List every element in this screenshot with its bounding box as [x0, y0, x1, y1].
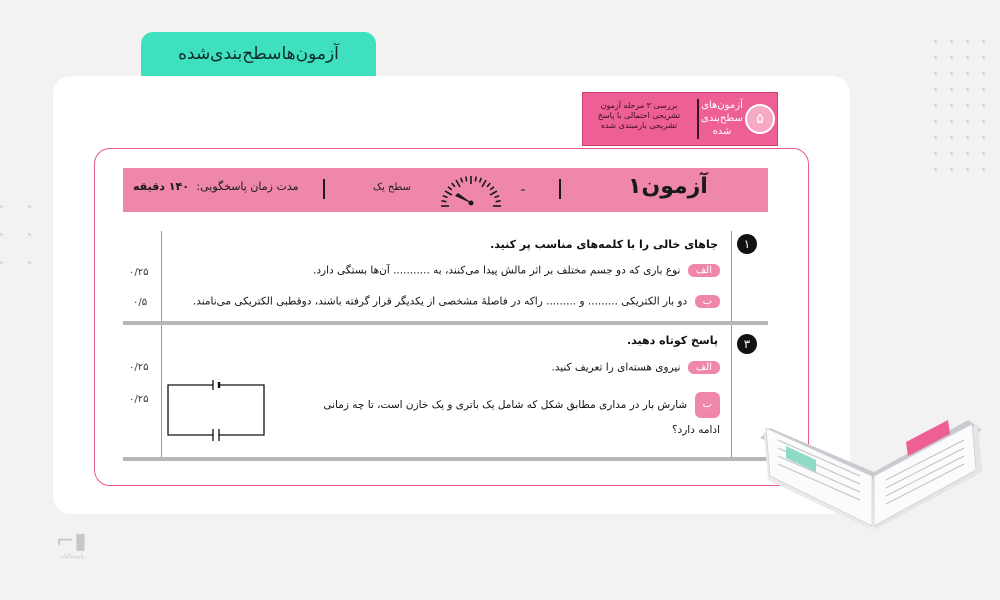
row-divider — [123, 321, 768, 325]
decor-dot — [982, 104, 985, 107]
gauge-tick — [441, 201, 446, 202]
gauge-tick — [466, 176, 467, 181]
gauge-tick — [494, 196, 499, 198]
exam-time — [133, 180, 299, 193]
question-part — [220, 361, 720, 374]
part-text: نوع باری که دو جسم مختلف بر اثر مالش پیدا می‌کنند، به ........... آن‌ها بستگی دارد. — [313, 264, 681, 277]
decor-dot — [966, 120, 969, 123]
decor-dot — [966, 40, 969, 43]
gauge-tick — [490, 187, 494, 190]
decor-dot — [950, 40, 953, 43]
decor-dot — [0, 233, 3, 236]
decor-dot — [966, 104, 969, 107]
question-part — [160, 295, 720, 308]
decor-dot — [28, 233, 31, 236]
gauge-tick — [461, 178, 463, 183]
gauge-tick — [496, 201, 501, 202]
question-number: ۱ — [737, 234, 757, 254]
score: ۰/۲۵ — [129, 394, 149, 405]
score: ۰/۲۵ — [129, 362, 149, 373]
gauge-tick — [452, 183, 455, 187]
banner-title-1: آزمون‌های — [701, 100, 743, 111]
decor-dot — [982, 72, 985, 75]
part-text: نیروی هسته‌ای را تعریف کنید. — [551, 361, 681, 374]
series-banner — [582, 92, 778, 146]
decor-dot — [950, 104, 953, 107]
row-divider — [123, 457, 768, 461]
exam-title: آزمون۱ — [628, 174, 708, 199]
decor-dot — [28, 205, 31, 208]
gauge-tick — [456, 180, 460, 187]
decor-dot — [950, 136, 953, 139]
decor-dot — [0, 205, 3, 208]
gauge-tick — [490, 191, 497, 195]
banner-divider — [697, 99, 699, 139]
decor-dot — [982, 40, 985, 43]
question-part — [160, 264, 720, 277]
decor-dot — [28, 261, 31, 264]
part-tag: ب — [695, 295, 720, 308]
gauge-tick — [480, 178, 482, 183]
decor-dot — [934, 120, 937, 123]
decor-dot — [982, 56, 985, 59]
decor-dot — [934, 72, 937, 75]
time-label: مدت زمان پاسخگویی: — [196, 180, 299, 193]
gauge-icon — [415, 168, 525, 212]
gauge-tick — [448, 187, 452, 190]
logo-name: پاینده‌کتاب — [58, 553, 84, 560]
gauge-tick — [445, 191, 452, 195]
part-tag: الف — [688, 264, 720, 277]
decor-dot — [966, 56, 969, 59]
question-number: ۳ — [737, 334, 757, 354]
banner-description — [587, 101, 691, 131]
decor-dot — [966, 152, 969, 155]
decor-dot — [982, 168, 985, 171]
number-column-divider — [731, 231, 732, 461]
decor-dot — [966, 168, 969, 171]
exam-sheet — [94, 148, 809, 486]
score: ۰/۲۵ — [129, 267, 149, 278]
gauge-tick — [475, 176, 476, 181]
decor-dot — [950, 152, 953, 155]
banner-line-3: تشریحی بارمبندی شده — [600, 121, 678, 130]
decor-dot — [966, 136, 969, 139]
decor-dot — [950, 120, 953, 123]
book-image — [756, 380, 986, 540]
decor-dot — [934, 168, 937, 171]
decor-dot — [934, 56, 937, 59]
decor-dot — [966, 88, 969, 91]
time-value: ۱۴۰ دقیقه — [133, 180, 189, 193]
exam-level: سطح یک — [373, 182, 411, 193]
decor-dot — [950, 88, 953, 91]
decor-dot — [966, 72, 969, 75]
score: ۰/۵ — [133, 297, 148, 308]
decor-dot — [950, 56, 953, 59]
part-text-continued: ادامه دارد؟ — [671, 424, 720, 436]
decor-dot — [934, 104, 937, 107]
banner-line-1: بررسی ۳ مرحله آزمون — [600, 101, 678, 110]
decor-dot — [982, 88, 985, 91]
decor-dot — [950, 72, 953, 75]
question-part — [280, 392, 720, 442]
part-tag: الف — [688, 361, 720, 374]
part-text: دو بار الکتریکی ......... و ......... راکه در فاصلهٔ مشخصی از یکدیگر قرار گرفته باشند، دوقطبی الکتریکی می‌نامند. — [192, 295, 688, 308]
header-separator — [559, 179, 561, 199]
decor-dot — [934, 40, 937, 43]
decor-dot — [950, 168, 953, 171]
decor-dot — [982, 120, 985, 123]
publisher-logo — [56, 531, 87, 560]
header-separator — [323, 179, 325, 199]
part-tag: ب — [695, 392, 720, 418]
banner-line-2: تشریحی احتمالی با پاسخ — [597, 111, 681, 120]
decor-dot — [934, 88, 937, 91]
gauge-tick — [487, 183, 490, 187]
decor-dot — [0, 261, 3, 264]
banner-title — [701, 99, 743, 138]
gauge-tick — [443, 196, 448, 198]
gauge-tick — [482, 180, 486, 187]
decor-dot — [982, 136, 985, 139]
page-title: آزمون‌هاسطح‌بندی‌شده — [141, 32, 376, 76]
banner-seal-icon: ۵ — [745, 104, 775, 134]
circuit-diagram — [165, 377, 275, 443]
exam-header — [123, 168, 768, 212]
decor-dot — [934, 136, 937, 139]
decor-dot — [982, 152, 985, 155]
logo-icon: ⌐▮ — [56, 529, 87, 554]
question-instruction: پاسخ کوتاه دهید. — [626, 334, 718, 347]
decor-dot — [934, 152, 937, 155]
question-instruction: جاهای خالی را با کلمه‌های مناسب پر کنید. — [490, 238, 718, 251]
banner-title-2: سطح‌بندی — [701, 113, 743, 124]
part-text: شارش بار در مداری مطابق شکل که شامل یک باتری و یک خازن است، تا چه زمانی — [323, 399, 688, 411]
banner-title-3: شده — [712, 126, 732, 137]
